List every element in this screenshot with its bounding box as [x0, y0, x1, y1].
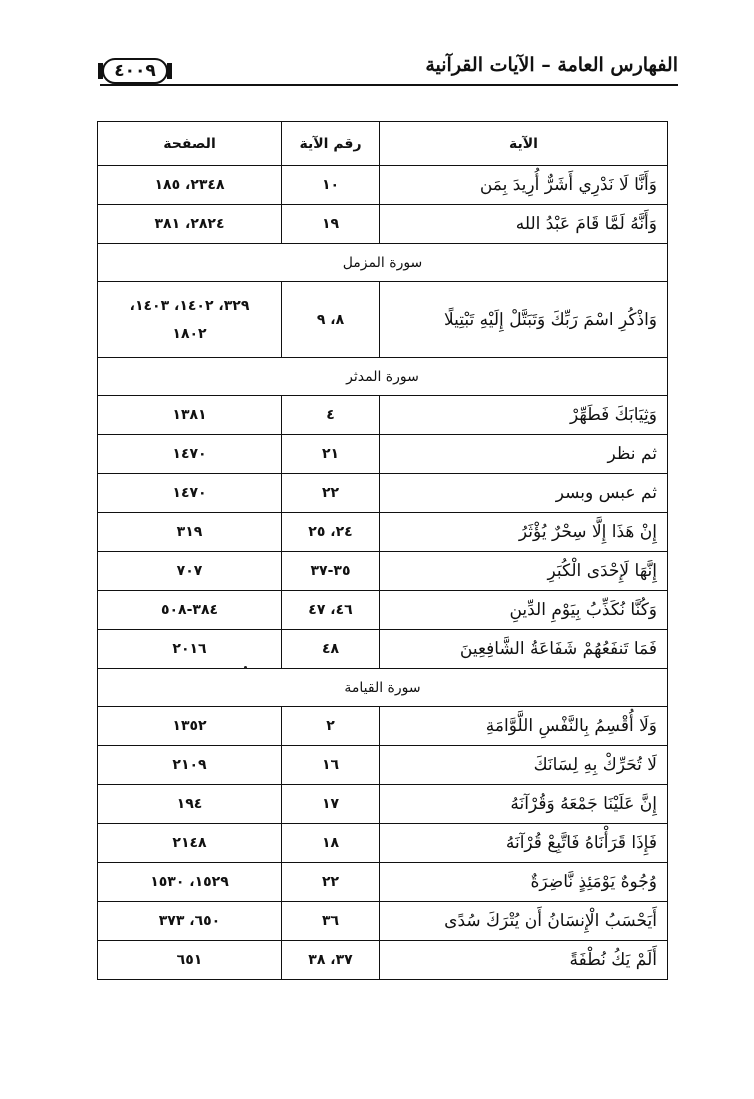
- page-cell: ٢٣٤٨، ١٨٥: [98, 166, 282, 205]
- ayah-cell: أَلَمْ يَكُ نُطْفَةً: [380, 941, 668, 980]
- ayah-number-cell: ٢: [282, 707, 380, 746]
- table-row: [98, 552, 668, 591]
- ayah-cell: إِنَّ عَلَيْنَا جَمْعَهُ وَقُرْآنَهُ: [380, 785, 668, 824]
- surah-heading-row: [98, 669, 668, 707]
- ayah-cell: فَمَا تَنفَعُهُمْ شَفَاعَةُ الشَّافِعِينَ: [380, 630, 668, 669]
- page-cell-line: ٣٢٩، ١٤٠٢، ١٤٠٣،: [129, 297, 250, 314]
- table-header-row: [98, 122, 668, 166]
- page-cell: ١٤٧٠: [98, 474, 282, 513]
- page-cell: [98, 282, 282, 358]
- surah-heading: سورة المدثر: [98, 358, 668, 396]
- table-row: [98, 166, 668, 205]
- page-cell: ٣٨٤-٥٠٨: [98, 591, 282, 630]
- table-row: [98, 591, 668, 630]
- table-row: [98, 746, 668, 785]
- ayah-number-cell: ٢٢: [282, 474, 380, 513]
- ayah-cell: وَثِيَابَكَ فَطَهِّرْ: [380, 396, 668, 435]
- surah-heading: سورة القيامة: [98, 669, 668, 707]
- table-row: [98, 282, 668, 358]
- ayah-number-cell: ١٨: [282, 824, 380, 863]
- ayah-number-cell: ٢٤، ٢٥: [282, 513, 380, 552]
- ayah-number-cell: ٣٧، ٣٨: [282, 941, 380, 980]
- table-row: [98, 824, 668, 863]
- ayah-number-cell: ٣٦: [282, 902, 380, 941]
- ayah-number-cell: ٨، ٩: [282, 282, 380, 358]
- surah-heading-row: [98, 358, 668, 396]
- page-cell: ١٩٤: [98, 785, 282, 824]
- page-cell-line: ١٨٠٢: [172, 325, 207, 342]
- header-divider: [100, 84, 678, 86]
- column-header-page: الصفحة: [98, 122, 282, 166]
- ayah-cell: وَأَنَّهُ لَمَّا قَامَ عَبْدُ الله: [380, 205, 668, 244]
- table-row: [98, 396, 668, 435]
- ayah-number-cell: ٤: [282, 396, 380, 435]
- ayah-cell: وَكُنَّا نُكَذِّبُ بِيَوْمِ الدِّينِ: [380, 591, 668, 630]
- ayah-number-cell: ٣٥-٣٧: [282, 552, 380, 591]
- ayah-cell: وَأَنَّا لَا نَدْرِي أَشَرٌّ أُرِيدَ بِمَن: [380, 166, 668, 205]
- ayah-cell: إِنَّهَا لَإِحْدَى الْكُبَرِ: [380, 552, 668, 591]
- column-header-ayah: الآية: [380, 122, 668, 166]
- table-row: [98, 513, 668, 552]
- ayah-cell: إِنْ هَذَا إِلَّا سِحْرٌ يُؤْثَرُ: [380, 513, 668, 552]
- table-row: [98, 902, 668, 941]
- table-row: [98, 707, 668, 746]
- page-title: الفهارس العامة – الآيات القرآنية: [425, 54, 678, 76]
- page-cell: ٢١٤٨: [98, 824, 282, 863]
- page-cell: ٢٠١٦: [98, 630, 282, 669]
- page-cell: ٢٨٢٤، ٣٨١: [98, 205, 282, 244]
- stray-ink-dot: [244, 666, 247, 669]
- ayah-cell: لَا تُحَرِّكْ بِهِ لِسَانَكَ: [380, 746, 668, 785]
- quran-verses-index-table: [97, 121, 668, 980]
- page-cell: ١٣٥٢: [98, 707, 282, 746]
- page-number-badge: ٤٠٠٩: [102, 58, 168, 84]
- ayah-number-cell: ١٧: [282, 785, 380, 824]
- page-cell: ١٤٧٠: [98, 435, 282, 474]
- column-header-ayah-number: رقم الآية: [282, 122, 380, 166]
- page-cell: ٢١٠٩: [98, 746, 282, 785]
- ayah-number-cell: ٢٢: [282, 863, 380, 902]
- ayah-number-cell: ٢١: [282, 435, 380, 474]
- ayah-number-cell: ٤٨: [282, 630, 380, 669]
- page-header: [100, 52, 678, 92]
- table-row: [98, 205, 668, 244]
- table-row: [98, 435, 668, 474]
- ayah-cell: فَإِذَا قَرَأْنَاهُ فَاتَّبِعْ قُرْآنَهُ: [380, 824, 668, 863]
- ayah-number-cell: ١٩: [282, 205, 380, 244]
- ayah-cell: وَلَا أُقْسِمُ بِالنَّفْسِ اللَّوَّامَةِ: [380, 707, 668, 746]
- table-row: [98, 785, 668, 824]
- table-row: [98, 941, 668, 980]
- surah-heading: سورة المزمل: [98, 244, 668, 282]
- ayah-number-cell: ٤٦، ٤٧: [282, 591, 380, 630]
- page-cell: ١٥٢٩، ١٥٣٠: [98, 863, 282, 902]
- page-cell: ٦٥١: [98, 941, 282, 980]
- page-cell: ٣١٩: [98, 513, 282, 552]
- table-row: [98, 474, 668, 513]
- ayah-cell: ثم عبس وبسر: [380, 474, 668, 513]
- ayah-number-cell: ١٦: [282, 746, 380, 785]
- ayah-cell: وُجُوهٌ يَوْمَئِذٍ نَّاضِرَةٌ: [380, 863, 668, 902]
- ayah-cell: ثم نظر: [380, 435, 668, 474]
- page-cell: ٦٥٠، ٣٧٣: [98, 902, 282, 941]
- ayah-cell: أَيَحْسَبُ الْإِنسَانُ أَن يُتْرَكَ سُدًى: [380, 902, 668, 941]
- ayah-cell: وَاذْكُرِ اسْمَ رَبِّكَ وَتَبَتَّلْ إِلَيْهِ تَبْتِيلًا: [380, 282, 668, 358]
- page-cell: ٧٠٧: [98, 552, 282, 591]
- ayah-number-cell: ١٠: [282, 166, 380, 205]
- surah-heading-row: [98, 244, 668, 282]
- page-cell: ١٣٨١: [98, 396, 282, 435]
- table-row: [98, 863, 668, 902]
- table-row: [98, 630, 668, 669]
